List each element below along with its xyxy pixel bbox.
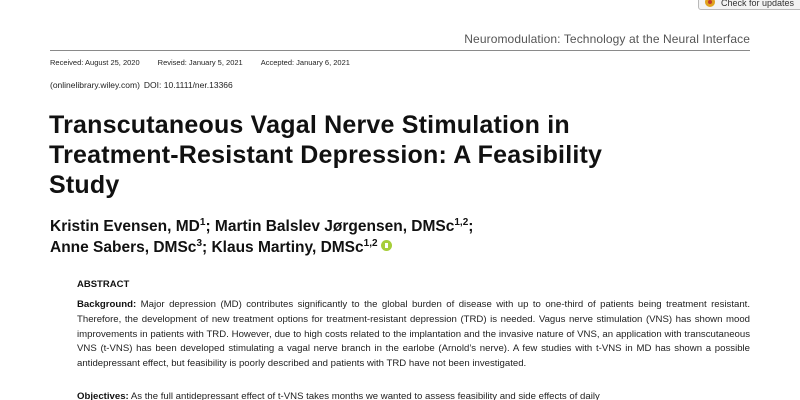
revised-date: Revised: January 5, 2021 [157, 58, 243, 67]
background-label: Background: [77, 299, 137, 310]
author-affiliation: 1,2 [363, 237, 378, 249]
article-title-line: Treatment-Resistant Depression: A Feasibility [49, 141, 603, 169]
journal-title: Neuromodulation: Technology at the Neural Interface [464, 32, 750, 46]
orcid-icon[interactable] [381, 240, 392, 251]
article-title-line: Transcutaneous Vagal Nerve Stimulation in [49, 111, 570, 139]
author-name[interactable]: Martin Balslev Jørgensen, DMSc [214, 218, 455, 235]
doi-source-link[interactable]: (onlinelibrary.wiley.com) [50, 80, 140, 90]
author-separator: ; [202, 239, 212, 256]
received-date: Received: August 25, 2020 [50, 58, 140, 67]
author-affiliation: 1,2 [454, 216, 469, 228]
background-text: Major depression (MD) contributes significantly to the global burden of disease with up to one-third of patients being treatment resistant. Therefore, the development of new treatment options for treatment-resistant depression (TRD) is needed. Vagus nerve stimulation (VNS) has shown mood improvements in patients with TRD. However, due to high costs related to the implantation and the invasive nature of VNS, an application with transcutaneous VNS (t-VNS) has been developed stimulating a vagal nerve branch in the earlobe (Arnold’s nerve). A few studies with t-VNS in MD has shown a possible antidepressant effect, but feasibility is poorly described and patients with TRD have not been investigated. [77, 299, 750, 370]
accepted-date: Accepted: January 6, 2021 [260, 58, 350, 67]
author-affiliation: 1 [199, 216, 206, 228]
author-name[interactable]: Klaus Martiny, DMSc [211, 239, 364, 256]
author-separator: ; [468, 218, 474, 235]
author-line [50, 237, 750, 258]
author-name[interactable]: Anne Sabers, DMSc [50, 239, 197, 256]
header-divider [50, 50, 750, 51]
article-title [49, 110, 749, 200]
abstract-heading: ABSTRACT [77, 279, 130, 290]
objectives-text: As the full antidepressant effect of t-VNS takes months we wanted to assess feasibility and side effects of daily [128, 391, 600, 400]
check-for-updates-button[interactable] [698, 0, 800, 10]
article-title-line: Study [49, 171, 120, 199]
author-line [50, 216, 750, 237]
abstract-background-paragraph [77, 298, 750, 372]
check-updates-icon [705, 0, 715, 7]
article-dates [50, 58, 350, 67]
objectives-label: Objectives: [77, 391, 129, 400]
check-for-updates-label: Check for updates [721, 0, 795, 8]
author-list [50, 216, 750, 258]
doi-line [50, 80, 233, 90]
author-affiliation: 3 [196, 237, 202, 249]
abstract-objectives-paragraph [77, 390, 750, 400]
author-name[interactable]: Kristin Evensen, MD [50, 218, 200, 235]
doi-text[interactable]: DOI: 10.1111/ner.13366 [143, 80, 233, 90]
author-separator: ; [205, 218, 215, 235]
